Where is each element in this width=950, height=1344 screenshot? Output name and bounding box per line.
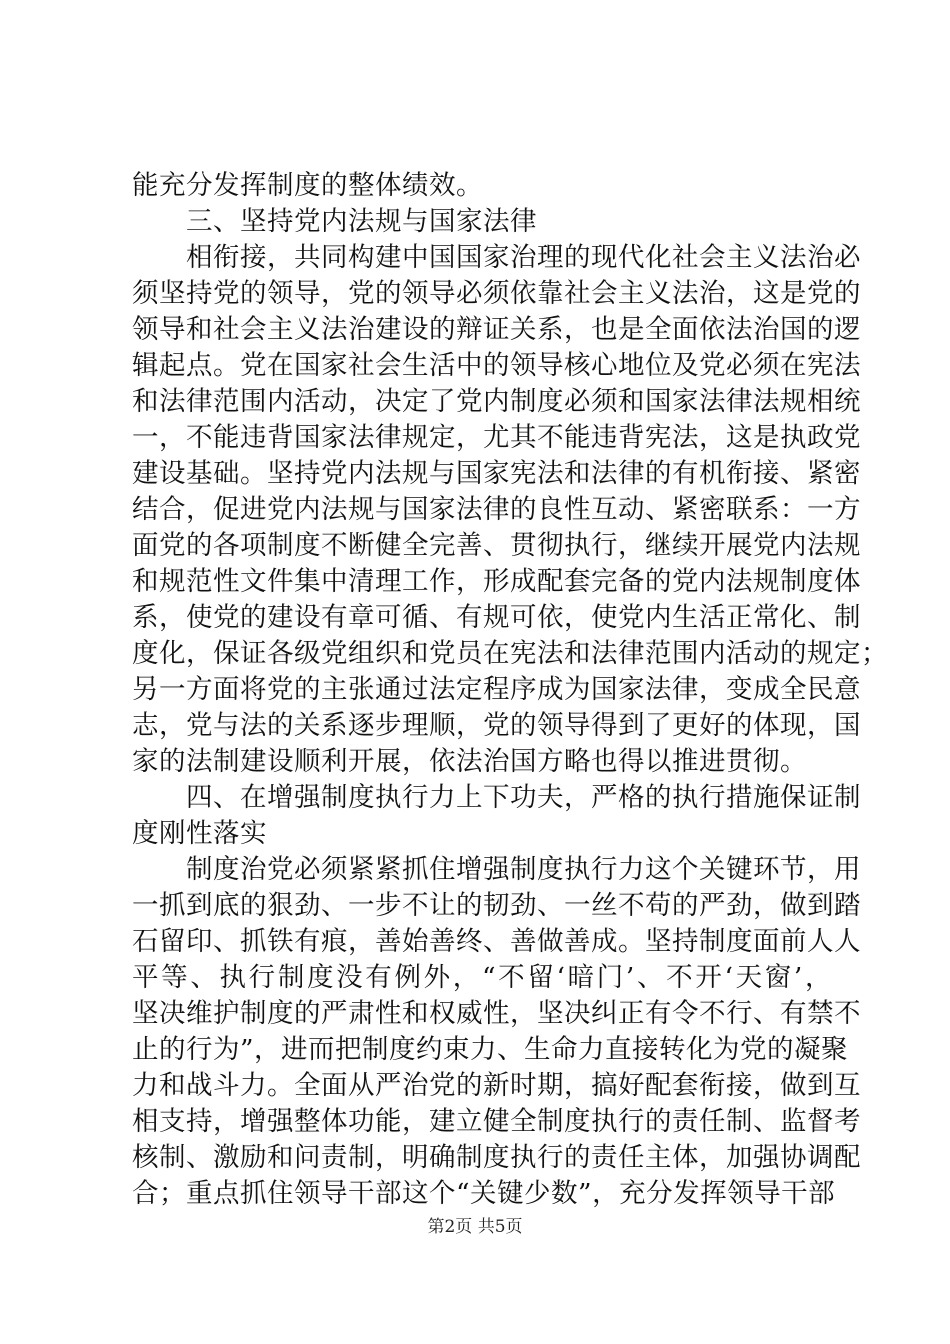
- text-line: 合；重点抓住领导干部这个“关键少数”，充分发挥领导干部: [132, 1178, 836, 1209]
- text-line: 系，使党的建设有章可循、有规可依，使党内生活正常化、制: [132, 602, 861, 633]
- text-line: 止的行为”，进而把制度约束力、生命力直接转化为党的凝聚: [132, 1034, 849, 1065]
- text-line: 和规范性文件集中清理工作，形成配套完备的党内法规制度体: [132, 566, 861, 597]
- section-heading-continued: 度刚性落实: [132, 818, 267, 849]
- text-line: 力和战斗力。全面从严治党的新时期，搞好配套衔接，做到互: [132, 1070, 861, 1101]
- text-line: 相支持，增强整体功能，建立健全制度执行的责任制、监督考: [132, 1106, 861, 1137]
- text-line: 坚决维护制度的严肃性和权威性，坚决纠正有令不行、有禁不: [132, 998, 861, 1029]
- text-line: 一，不能违背国家法律规定，尤其不能违背宪法，这是执政党: [132, 422, 861, 453]
- text-line: 度化，保证各级党组织和党员在宪法和法律范围内活动的规定；: [132, 638, 888, 669]
- text-line: 建设基础。坚持党内法规与国家宪法和法律的有机衔接、紧密: [132, 458, 861, 489]
- text-line: 另一方面将党的主张通过法定程序成为国家法律，变成全民意: [132, 674, 861, 705]
- text-line: 家的法制建设顺利开展，依法治国方略也得以推进贯彻。: [132, 746, 807, 777]
- page-number: 第2页 共5页: [427, 1217, 523, 1237]
- text-line: 石留印、抓铁有痕，善始善终、善做善成。坚持制度面前人人: [132, 926, 861, 957]
- text-line: 面党的各项制度不断健全完善、贯彻执行，继续开展党内法规: [132, 530, 861, 561]
- section-heading: 三、坚持党内法规与国家法律: [186, 206, 537, 237]
- text-line: 能充分发挥制度的整体绩效。: [132, 170, 483, 201]
- text-line: 须坚持党的领导，党的领导必须依靠社会主义法治，这是党的: [132, 278, 861, 309]
- text-line: 辑起点。党在国家社会生活中的领导核心地位及党必须在宪法: [132, 350, 861, 381]
- text-line: 领导和社会主义法治建设的辩证关系，也是全面依法治国的逻: [132, 314, 861, 345]
- text-line: 和法律范围内活动，决定了党内制度必须和国家法律法规相统: [132, 386, 861, 417]
- text-line: 制度治党必须紧紧抓住增强制度执行力这个关键环节，用: [186, 854, 861, 885]
- text-line: 一抓到底的狠劲、一步不让的韧劲、一丝不苟的严劲，做到踏: [132, 890, 861, 921]
- text-line: 志，党与法的关系逐步理顺，党的领导得到了更好的体现，国: [132, 710, 861, 741]
- text-line: 相衔接，共同构建中国国家治理的现代化社会主义法治必: [186, 242, 861, 273]
- section-heading: 四、在增强制度执行力上下功夫，严格的执行措施保证制: [186, 782, 861, 813]
- text-line: 核制、激励和问责制，明确制度执行的责任主体，加强协调配: [132, 1142, 861, 1173]
- text-line: 平等、执行制度没有例外，“不留‘暗门’、不开‘天窗’，: [132, 962, 832, 993]
- text-line: 结合，促进党内法规与国家法律的良性互动、紧密联系：一方: [132, 494, 861, 525]
